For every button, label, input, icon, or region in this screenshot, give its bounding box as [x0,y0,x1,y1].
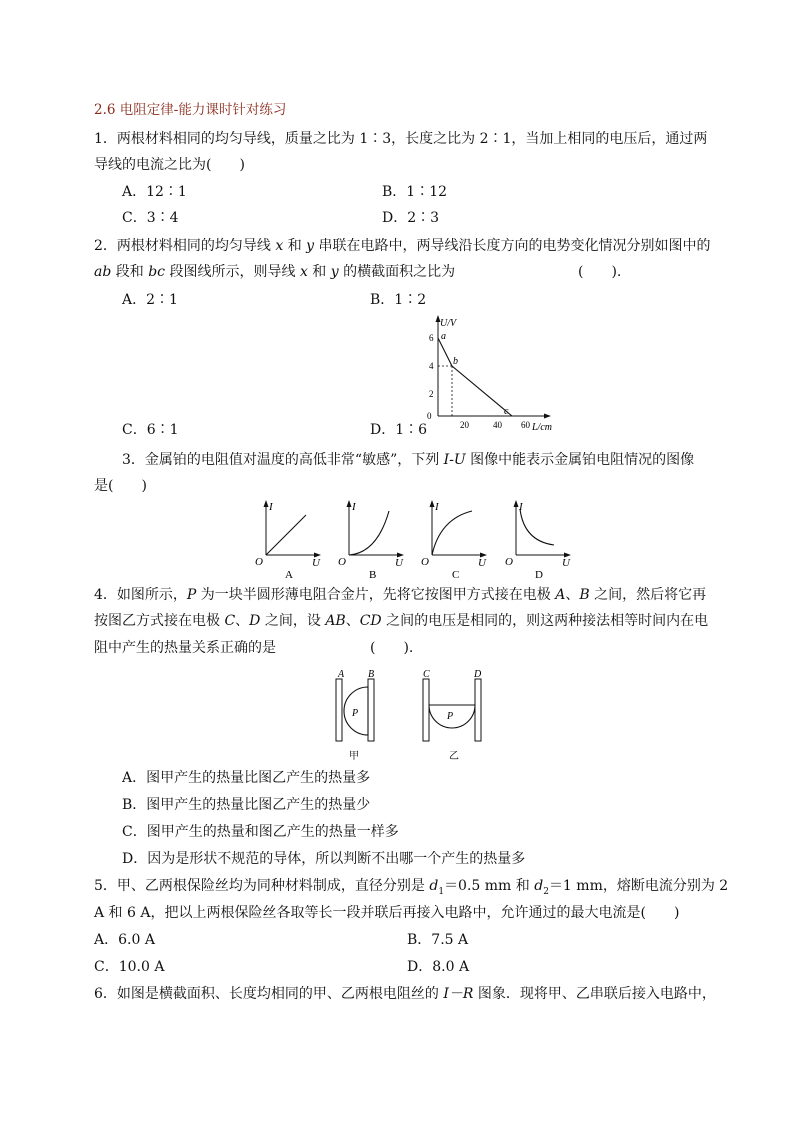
section-title: 2.6 电阻定律-能力课时针对练习 [94,102,287,118]
q1-option-a: A．12∶1 [122,184,187,200]
graph-c [421,500,487,581]
q4-option-d: D．因为是形状不规范的导体，所以判断不出哪一个产生的热量多 [122,851,526,867]
q5-option-d: D．8.0 A [407,959,470,975]
q4-alloy-figures [330,665,500,765]
electrode-c-label: C [423,669,430,680]
q1-stem-line2: 导线的电流之比为( ) [94,157,245,173]
q2-stem-line2: ab 段和 bc 段图线所示，则导线 x 和 y 的横截面积之比为 [94,264,456,280]
graph-d-axis-u: U [562,557,570,569]
q1-option-d: D．2∶3 [382,210,440,226]
x-tick-20: 20 [460,420,469,430]
q2-u-l-graph [420,312,560,433]
q1-option-c: C．3∶4 [122,210,179,226]
plate-p-yi-label: P [447,711,454,722]
figure-yi-caption: 乙 [449,751,459,762]
electrode-a-label: A [338,669,345,680]
y-axis-label: U/V [440,318,457,329]
graph-b-axis-i: I [352,501,356,513]
y-tick-4: 4 [429,361,434,371]
figure-jia-caption: 甲 [349,751,359,762]
electrode-b-label: B [368,669,375,680]
graph-a-curve [266,515,306,555]
point-c-label: c [504,406,509,417]
x-axis-arrow [544,414,551,419]
q5-option-b: B．7.5 A [407,932,469,948]
graph-d [505,500,571,581]
graph-b-label: B [369,569,377,581]
q4-option-b: B．图甲产生的热量比图乙产生的热量少 [122,797,371,813]
q2-option-d: D．1∶6 [370,422,428,438]
point-b-label: b [453,356,458,367]
x-tick-60: 60 [521,420,530,430]
graph-b-origin: O [338,556,346,568]
point-a-label: a [441,331,446,342]
graph-c-axis-u: U [478,557,486,569]
electrode-d-label: D [474,669,482,680]
graph-a-origin: O [255,556,263,568]
q4-option-c: C．图甲产生的热量和图乙产生的热量一样多 [122,824,399,840]
q4-stem-line3: 阻中产生的热量关系正确的是 [94,640,276,656]
q4-stem-line2: 按图乙方式接在电极 C、D 之间，设 AB、CD 之间的电压是相同的，则这两种接法相等时间内在电 [94,613,709,629]
graph-a-axis-i: I [269,501,273,513]
graph-c-origin: O [421,556,429,568]
figure-yi [423,669,482,762]
q3-stem-line1: 3．金属铂的电阻值对温度的高低非常“敏感”，下列 I-U 图像中能表示金属铂电阻情况的图像 [122,452,695,468]
q6-stem-line1: 6．如图是横截面积、长度均相同的甲、乙两根电阻丝的 I－R 图象．现将甲、乙串联后接入电路中， [94,986,716,1002]
graph-b-axis-u: U [395,557,403,569]
q3-stem-line2: 是( ) [94,478,147,494]
graph-a-axis-u: U [312,557,320,569]
graph-d-label: D [535,569,543,581]
graph-b [338,500,404,581]
graph-c-label: C [452,569,460,581]
q5-stem-line2: A 和 6 A，把以上两根保险丝各取等长一段并联后再接入电路中，允许通过的最大电流是( ) [94,905,680,921]
q4-option-a: A．图甲产生的热量比图乙产生的热量多 [122,770,371,786]
graph-c-axis-i: I [435,501,439,513]
graph-a [255,500,321,581]
graph-d-curve [520,509,554,545]
q2-option-a: A．2∶1 [122,292,178,308]
graph-c-curve [432,511,472,555]
q2-stem-line1: 2．两根材料相同的均匀导线 x 和 y 串联在电路中，两导线沿长度方向的电势变化情况分别如图中的 [94,238,711,254]
q4-stem-line1: 4．如图所示，P 为一块半圆形薄电阻合金片，先将它按图甲方式接在电极 A、B 之间，然后将它再 [94,587,707,603]
figure-jia [336,669,374,762]
graph-a-label: A [285,569,293,581]
q2-option-b: B．1∶2 [370,292,427,308]
y-tick-6: 6 [429,333,434,343]
q1-stem-line1: 1．两根材料相同的均匀导线，质量之比为 1∶3，长度之比为 2∶1，当加上相同的电压后，通过两 [94,131,708,147]
q2-answer-paren: ( ). [578,264,622,280]
graph-d-axis-i: I [519,501,523,513]
x-axis-label: L/cm [532,422,552,433]
plate-p-jia-label: P [352,708,359,719]
q4-answer-paren: ( ). [370,640,414,656]
x-tick-40: 40 [493,420,502,430]
graph-d-origin: O [505,556,513,568]
ab-bc-line [438,338,512,416]
q5-option-c: C．10.0 A [94,959,165,975]
q2-option-c: C．6∶1 [122,422,179,438]
q5-option-a: A．6.0 A [94,932,155,948]
origin-label: 0 [427,411,432,421]
y-tick-2: 2 [429,389,434,399]
graph-b-curve [349,511,389,555]
q5-stem-line1: 5．甲、乙两根保险丝均为同种材料制成，直径分别是 $d_1=0.5$ mm 和 $d_2=1$ mm，熔断电流分别为 2 [94,878,729,897]
q1-option-b: B．1∶12 [382,184,448,200]
q3-iu-graphs [252,495,582,581]
